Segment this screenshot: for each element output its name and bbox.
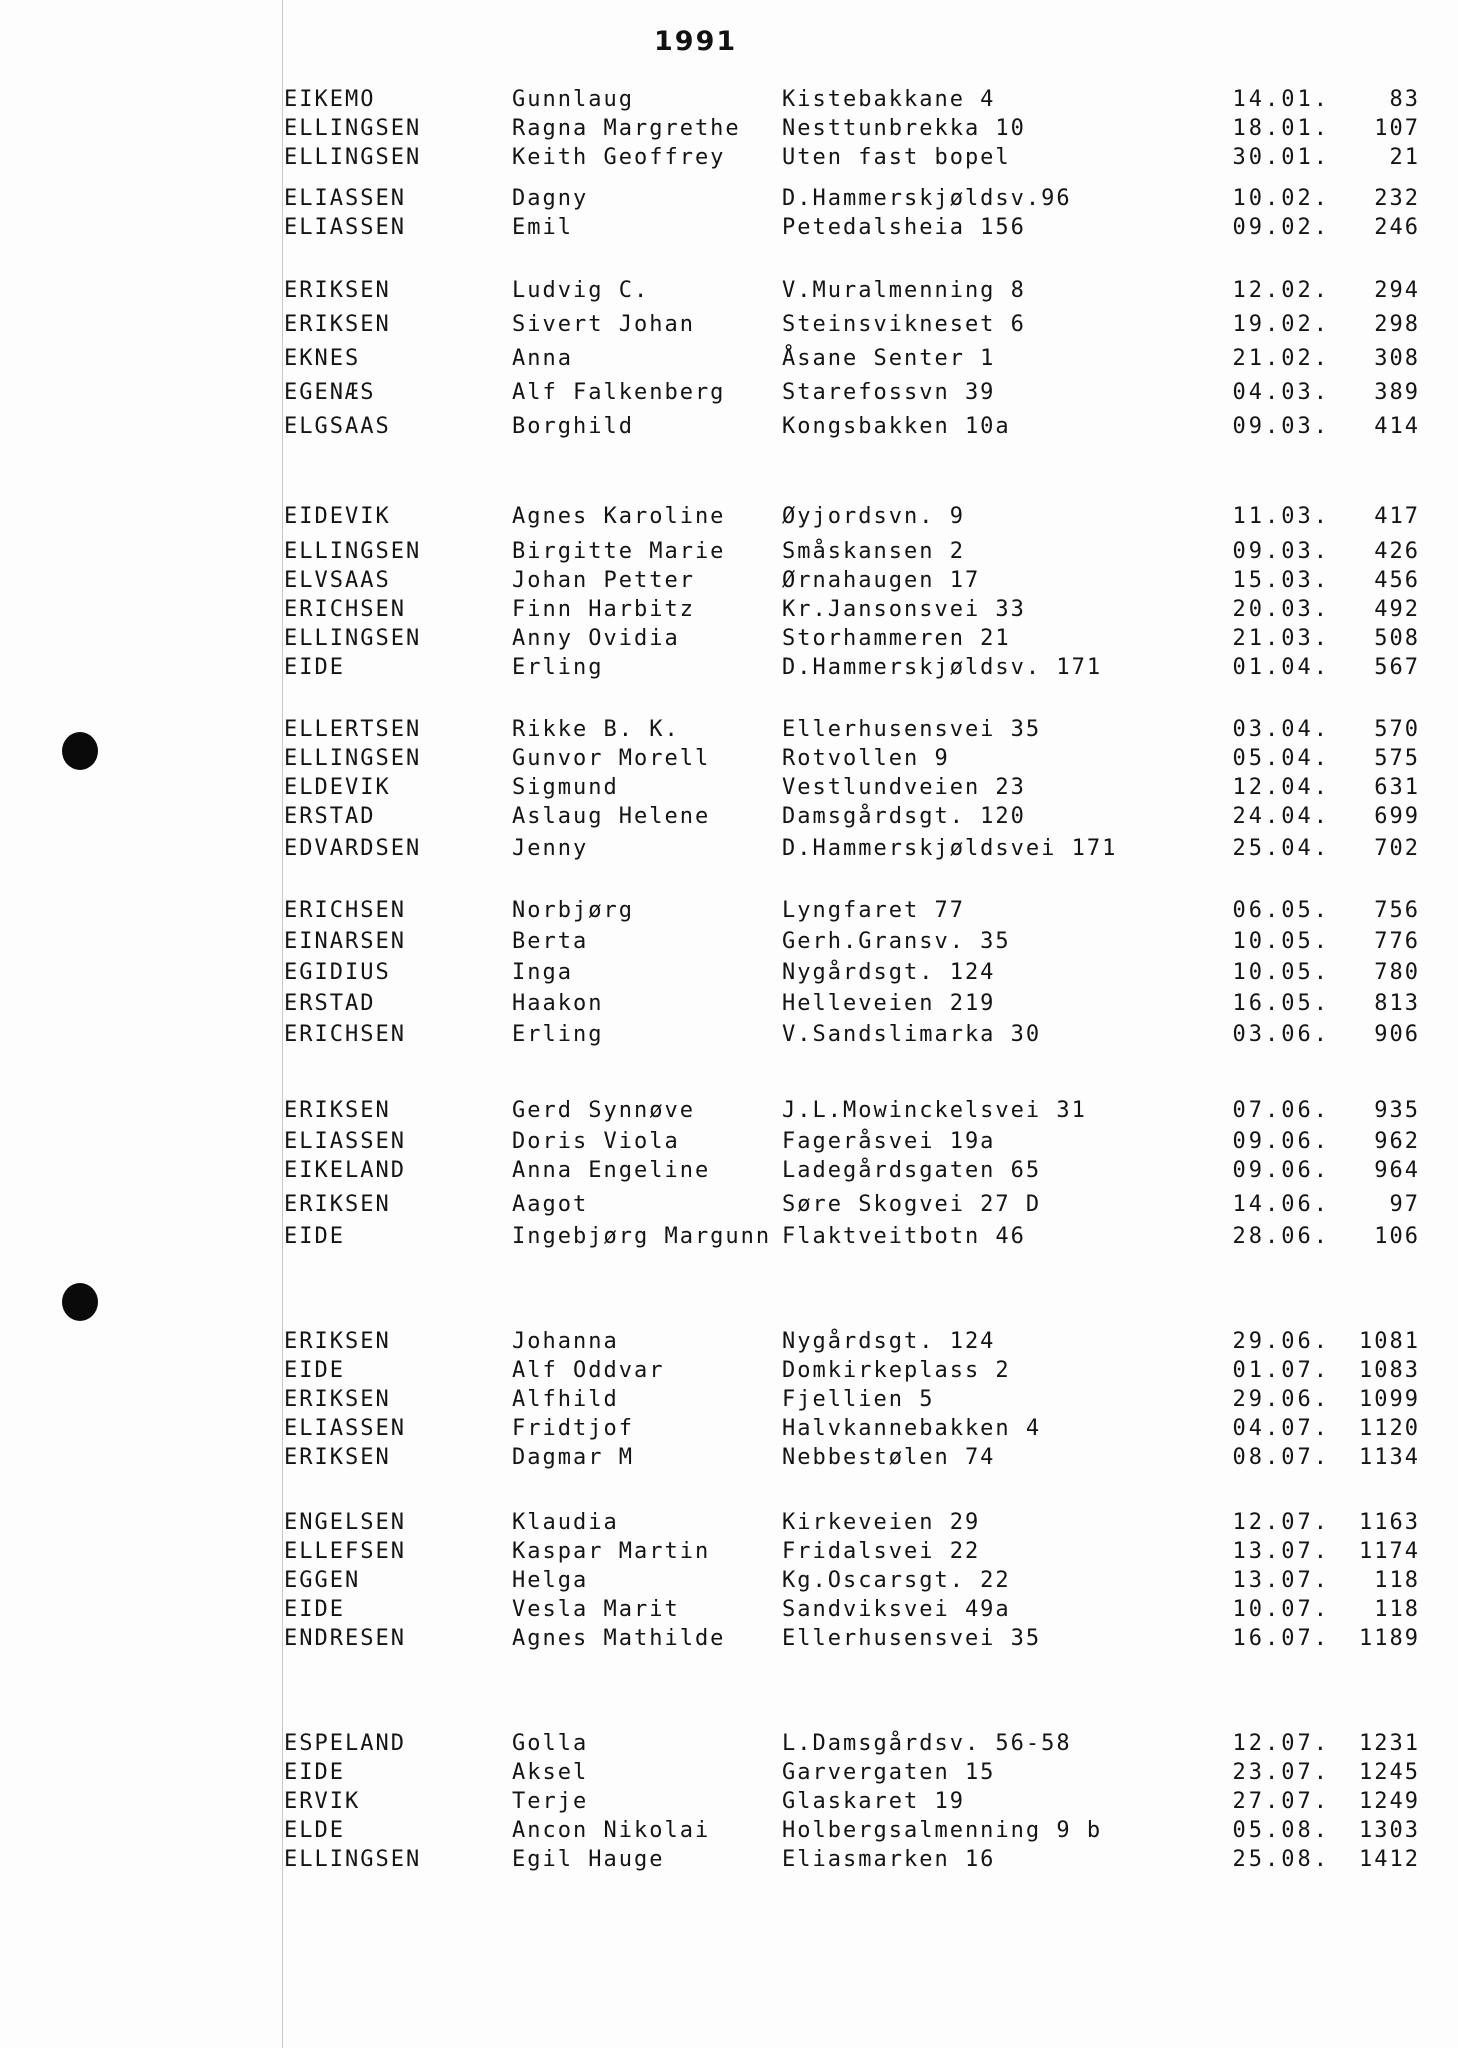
entry-row [0,1537,1458,1567]
entry-row [0,715,1458,745]
entry-address: V.Sandslimarka 30 [782,1022,1042,1047]
entry-row [0,773,1458,803]
entry-number: 1303 [1359,1818,1420,1843]
entry-row [0,927,1458,957]
entry-number: 118 [1374,1568,1420,1593]
entry-date: 05.08. [1232,1818,1330,1843]
entry-surname: ELLINGSEN [284,626,422,651]
entry-date: 01.04. [1232,655,1330,680]
entry-address: Gerh.Gransv. 35 [782,929,1011,954]
entry-first-name: Gunnlaug [512,87,634,112]
entry-first-name: Alfhild [512,1387,619,1412]
entry-first-name: Alf Falkenberg [512,380,726,405]
entry-surname: ELIASSEN [284,1129,406,1154]
entry-row [0,1190,1458,1220]
entry-number: 780 [1374,960,1420,985]
entry-address: Ellerhusensvei 35 [782,1626,1042,1651]
entry-surname: ELLINGSEN [284,145,422,170]
entry-number: 699 [1374,804,1420,829]
entry-row [0,595,1458,625]
entry-first-name: Egil Hauge [512,1847,665,1872]
entry-date: 04.03. [1232,380,1330,405]
entry-date: 12.07. [1232,1510,1330,1535]
entry-surname: ERIKSEN [284,312,391,337]
entry-first-name: Agnes Karoline [512,504,726,529]
entry-address: Nesttunbrekka 10 [782,116,1026,141]
entry-address: Kongsbakken 10a [782,414,1011,439]
entry-date: 13.07. [1232,1539,1330,1564]
entry-date: 25.04. [1232,836,1330,861]
entry-address: Nygårdsgt. 124 [782,1329,996,1354]
entry-row [0,1845,1458,1875]
entry-number: 232 [1374,186,1420,211]
entry-first-name: Norbjørg [512,898,634,923]
entry-address: Storhammeren 21 [782,626,1011,651]
entry-number: 417 [1374,504,1420,529]
entry-date: 01.07. [1232,1358,1330,1383]
entry-address: L.Damsgårdsv. 56-58 [782,1731,1072,1756]
entry-surname: EIKELAND [284,1158,406,1183]
entry-date: 09.06. [1232,1129,1330,1154]
entry-first-name: Helga [512,1568,589,1593]
entry-number: 1163 [1359,1510,1420,1535]
entry-surname: ERSTAD [284,804,376,829]
entry-address: D.Hammerskjøldsv. 171 [782,655,1103,680]
entry-date: 14.01. [1232,87,1330,112]
entry-surname: ERVIK [284,1789,361,1814]
entry-first-name: Terje [512,1789,589,1814]
entry-address: Rotvollen 9 [782,746,950,771]
entry-number: 906 [1374,1022,1420,1047]
entry-surname: EIDE [284,1760,345,1785]
entry-first-name: Fridtjof [512,1416,634,1441]
entry-number: 414 [1374,414,1420,439]
entry-address: Kirkeveien 29 [782,1510,981,1535]
entry-first-name: Inga [512,960,573,985]
entry-number: 97 [1389,1192,1420,1217]
entry-row [0,1508,1458,1538]
entry-address: D.Hammerskjøldsv.96 [782,186,1072,211]
entry-number: 1231 [1359,1731,1420,1756]
entry-first-name: Johan Petter [512,568,695,593]
entry-row [0,1624,1458,1654]
entry-first-name: Borghild [512,414,634,439]
entry-number: 83 [1389,87,1420,112]
entry-date: 20.03. [1232,597,1330,622]
entry-number: 1245 [1359,1760,1420,1785]
entry-row [0,834,1458,864]
entry-number: 575 [1374,746,1420,771]
entry-surname: ERICHSEN [284,898,406,923]
entry-number: 308 [1374,346,1420,371]
entry-surname: ERICHSEN [284,597,406,622]
entry-address: Fridalsvei 22 [782,1539,981,1564]
entry-surname: ELLINGSEN [284,116,422,141]
entry-address: Flaktveitbotn 46 [782,1224,1026,1249]
entry-surname: ELLINGSEN [284,539,422,564]
entry-row [0,143,1458,173]
entry-first-name: Vesla Marit [512,1597,680,1622]
entry-number: 118 [1374,1597,1420,1622]
entry-address: Nebbestølen 74 [782,1445,996,1470]
entry-date: 30.01. [1232,145,1330,170]
punch-hole [62,1283,98,1321]
entry-date: 29.06. [1232,1387,1330,1412]
entry-surname: ELLERTSEN [284,717,422,742]
entry-row [0,276,1458,306]
entry-number: 1099 [1359,1387,1420,1412]
entry-date: 08.07. [1232,1445,1330,1470]
entry-number: 1412 [1359,1847,1420,1872]
entry-row [0,378,1458,408]
entry-first-name: Jenny [512,836,589,861]
entry-address: Kistebakkane 4 [782,87,996,112]
entry-number: 246 [1374,215,1420,240]
entry-row [0,184,1458,214]
entry-surname: ERIKSEN [284,1387,391,1412]
entry-address: Holbergsalmenning 9 b [782,1818,1103,1843]
entry-surname: EINARSEN [284,929,406,954]
entry-address: Lyngfaret 77 [782,898,965,923]
entry-first-name: Klaudia [512,1510,619,1535]
entry-number: 492 [1374,597,1420,622]
entry-date: 16.07. [1232,1626,1330,1651]
entry-address: Petedalsheia 156 [782,215,1026,240]
entry-first-name: Aagot [512,1192,589,1217]
entry-row [0,624,1458,654]
entry-date: 03.04. [1232,717,1330,742]
entry-surname: ELIASSEN [284,186,406,211]
entry-row [0,802,1458,832]
entry-first-name: Ragna Margrethe [512,116,741,141]
entry-number: 21 [1389,145,1420,170]
entry-row [0,1356,1458,1386]
entry-date: 09.03. [1232,414,1330,439]
page-year: 1991 [654,26,738,57]
entry-row [0,502,1458,532]
entry-date: 12.02. [1232,278,1330,303]
entry-first-name: Ludvig C. [512,278,650,303]
entry-date: 07.06. [1232,1098,1330,1123]
entry-date: 19.02. [1232,312,1330,337]
entry-date: 29.06. [1232,1329,1330,1354]
entry-row [0,653,1458,683]
entry-row [0,896,1458,926]
entry-row [0,344,1458,374]
entry-surname: ELLEFSEN [284,1539,406,1564]
entry-date: 23.07. [1232,1760,1330,1785]
entry-number: 631 [1374,775,1420,800]
entry-date: 09.03. [1232,539,1330,564]
entry-row [0,537,1458,567]
entry-first-name: Haakon [512,991,604,1016]
entry-surname: ELDEVIK [284,775,391,800]
entry-date: 10.02. [1232,186,1330,211]
entry-surname: EIDE [284,655,345,680]
entry-date: 12.04. [1232,775,1330,800]
entry-date: 25.08. [1232,1847,1330,1872]
entry-row [0,310,1458,340]
entry-address: Halvkannebakken 4 [782,1416,1042,1441]
entry-first-name: Anna Engeline [512,1158,711,1183]
entry-date: 05.04. [1232,746,1330,771]
entry-first-name: Gunvor Morell [512,746,711,771]
entry-address: V.Muralmenning 8 [782,278,1026,303]
entry-number: 776 [1374,929,1420,954]
entry-first-name: Aslaug Helene [512,804,711,829]
entry-surname: EIDEVIK [284,504,391,529]
entry-first-name: Ingebjørg Margunn [512,1224,772,1249]
entry-address: Garvergaten 15 [782,1760,996,1785]
entry-row [0,1414,1458,1444]
entry-first-name: Golla [512,1731,589,1756]
entry-surname: ERIKSEN [284,1192,391,1217]
entry-number: 1174 [1359,1539,1420,1564]
entry-number: 1249 [1359,1789,1420,1814]
entry-first-name: Johanna [512,1329,619,1354]
entry-row [0,1385,1458,1415]
entry-first-name: Erling [512,1022,604,1047]
entry-surname: ERICHSEN [284,1022,406,1047]
entry-row [0,1729,1458,1759]
entry-surname: ERIKSEN [284,1329,391,1354]
entry-first-name: Kaspar Martin [512,1539,711,1564]
entry-number: 106 [1374,1224,1420,1249]
entry-address: Starefossvn 39 [782,380,996,405]
entry-first-name: Birgitte Marie [512,539,726,564]
entry-address: Helleveien 219 [782,991,996,1016]
entry-surname: ELIASSEN [284,215,406,240]
entry-date: 11.03. [1232,504,1330,529]
entry-date: 14.06. [1232,1192,1330,1217]
entry-address: Ladegårdsgaten 65 [782,1158,1042,1183]
entry-date: 13.07. [1232,1568,1330,1593]
entry-date: 10.07. [1232,1597,1330,1622]
entry-first-name: Aksel [512,1760,589,1785]
entry-surname: ERIKSEN [284,1098,391,1123]
entry-first-name: Doris Viola [512,1129,680,1154]
entry-address: Nygårdsgt. 124 [782,960,996,985]
entry-row [0,213,1458,243]
entry-surname: EGGEN [284,1568,361,1593]
entry-row [0,1595,1458,1625]
entry-date: 21.03. [1232,626,1330,651]
entry-row [0,1222,1458,1252]
entry-first-name: Agnes Mathilde [512,1626,726,1651]
entry-address: D.Hammerskjøldsvei 171 [782,836,1118,861]
entry-row [0,1020,1458,1050]
entry-first-name: Berta [512,929,589,954]
entry-date: 10.05. [1232,960,1330,985]
entry-row [0,85,1458,115]
entry-number: 702 [1374,836,1420,861]
entry-surname: EIDE [284,1358,345,1383]
entry-number: 756 [1374,898,1420,923]
entry-number: 298 [1374,312,1420,337]
entry-row [0,989,1458,1019]
entry-surname: EGENÆS [284,380,376,405]
entry-surname: EDVARDSEN [284,836,422,861]
entry-first-name: Alf Oddvar [512,1358,665,1383]
entry-surname: ERSTAD [284,991,376,1016]
entry-address: Kg.Oscarsgt. 22 [782,1568,1011,1593]
entry-number: 964 [1374,1158,1420,1183]
entry-address: Eliasmarken 16 [782,1847,996,1872]
entry-first-name: Anna [512,346,573,371]
entry-date: 21.02. [1232,346,1330,371]
entry-row [0,744,1458,774]
entry-address: Fjellien 5 [782,1387,935,1412]
entry-address: Ørnahaugen 17 [782,568,981,593]
entry-date: 15.03. [1232,568,1330,593]
entry-first-name: Anny Ovidia [512,626,680,651]
entry-address: Glaskaret 19 [782,1789,965,1814]
entry-address: Fageråsvei 19a [782,1129,996,1154]
entry-date: 12.07. [1232,1731,1330,1756]
entry-row [0,566,1458,596]
entry-address: Øyjordsvn. 9 [782,504,965,529]
entry-number: 962 [1374,1129,1420,1154]
entry-address: Damsgårdsgt. 120 [782,804,1026,829]
entry-surname: EGIDIUS [284,960,391,985]
entry-date: 06.05. [1232,898,1330,923]
entry-first-name: Keith Geoffrey [512,145,726,170]
entry-address: Søre Skogvei 27 D [782,1192,1042,1217]
entry-row [0,958,1458,988]
entry-surname: EIDE [284,1597,345,1622]
entry-address: J.L.Mowinckelsvei 31 [782,1098,1087,1123]
entry-date: 04.07. [1232,1416,1330,1441]
entry-row [0,1096,1458,1126]
entry-date: 18.01. [1232,116,1330,141]
entry-date: 09.06. [1232,1158,1330,1183]
entry-surname: ELIASSEN [284,1416,406,1441]
entry-first-name: Finn Harbitz [512,597,695,622]
entry-number: 1120 [1359,1416,1420,1441]
entry-surname: ELLINGSEN [284,746,422,771]
entry-surname: ENGELSEN [284,1510,406,1535]
entry-date: 10.05. [1232,929,1330,954]
entry-address: Kr.Jansonsvei 33 [782,597,1026,622]
entry-date: 27.07. [1232,1789,1330,1814]
entry-number: 1081 [1359,1329,1420,1354]
entry-row [0,1156,1458,1186]
entry-number: 935 [1374,1098,1420,1123]
entry-date: 28.06. [1232,1224,1330,1249]
entry-row [0,1127,1458,1157]
entry-number: 508 [1374,626,1420,651]
entry-row [0,1443,1458,1473]
entry-number: 294 [1374,278,1420,303]
entry-number: 813 [1374,991,1420,1016]
entry-surname: ESPELAND [284,1731,406,1756]
entry-number: 426 [1374,539,1420,564]
entry-first-name: Dagmar M [512,1445,634,1470]
entry-surname: ENDRESEN [284,1626,406,1651]
entry-date: 24.04. [1232,804,1330,829]
entry-number: 456 [1374,568,1420,593]
entry-row [0,114,1458,144]
entry-first-name: Ancon Nikolai [512,1818,711,1843]
entry-first-name: Emil [512,215,573,240]
entry-surname: EIKEMO [284,87,376,112]
entry-address: Domkirkeplass 2 [782,1358,1011,1383]
entry-number: 107 [1374,116,1420,141]
entry-address: Småskansen 2 [782,539,965,564]
entry-surname: ELDE [284,1818,345,1843]
entry-address: Åsane Senter 1 [782,346,996,371]
entry-address: Vestlundveien 23 [782,775,1026,800]
entry-first-name: Sivert Johan [512,312,695,337]
entry-address: Sandviksvei 49a [782,1597,1011,1622]
entry-row [0,1758,1458,1788]
entry-number: 389 [1374,380,1420,405]
entry-first-name: Rikke B. K. [512,717,680,742]
entry-row [0,412,1458,442]
entry-number: 1189 [1359,1626,1420,1651]
entry-date: 09.02. [1232,215,1330,240]
entry-row [0,1787,1458,1817]
entry-address: Ellerhusensvei 35 [782,717,1042,742]
entry-first-name: Erling [512,655,604,680]
entry-row [0,1327,1458,1357]
entry-surname: ERIKSEN [284,278,391,303]
entry-surname: ELVSAAS [284,568,391,593]
entry-date: 03.06. [1232,1022,1330,1047]
entry-first-name: Dagny [512,186,589,211]
entry-first-name: Sigmund [512,775,619,800]
entry-number: 570 [1374,717,1420,742]
entry-number: 1083 [1359,1358,1420,1383]
entry-row [0,1566,1458,1596]
entry-address: Uten fast bopel [782,145,1011,170]
entry-row [0,1816,1458,1846]
entry-surname: ELGSAAS [284,414,391,439]
entry-surname: EIDE [284,1224,345,1249]
entry-number: 567 [1374,655,1420,680]
entry-surname: ERIKSEN [284,1445,391,1470]
entry-first-name: Gerd Synnøve [512,1098,695,1123]
entry-date: 16.05. [1232,991,1330,1016]
entry-address: Steinsvikneset 6 [782,312,1026,337]
entry-surname: ELLINGSEN [284,1847,422,1872]
entry-number: 1134 [1359,1445,1420,1470]
entry-surname: EKNES [284,346,361,371]
